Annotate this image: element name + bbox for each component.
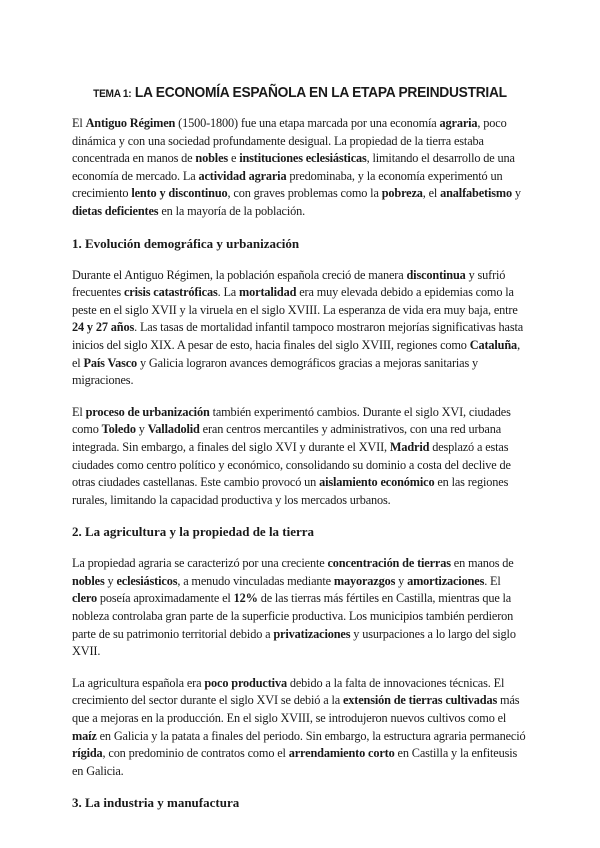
text-run: y — [395, 573, 408, 588]
text-run: en Castilla y la enfiteusis en Galicia. — [72, 746, 518, 778]
bold-term: pobreza — [381, 186, 423, 201]
text-run: desplazó a estas ciudades como centro político y económico, consolidando su dominio a costa del declive de otras ciudades castellanas. Este cambio provocó un — [72, 439, 511, 490]
text-run: y — [104, 573, 117, 588]
bold-term: Cataluña — [469, 337, 518, 352]
body-paragraph — [72, 267, 528, 390]
bold-term: 12% — [233, 591, 258, 606]
bold-term: discontinua — [406, 267, 466, 282]
bold-term: privatizaciones — [273, 626, 351, 641]
text-run: La propiedad agraria se caracterizó por una creciente — [72, 556, 328, 571]
bold-term: poco productiva — [204, 675, 287, 690]
bold-term: mortalidad — [239, 285, 297, 300]
text-run: y sufrió frecuentes — [72, 267, 506, 300]
bold-term: instituciones eclesiásticas — [239, 151, 367, 166]
bold-term: extensión de tierras cultivadas — [342, 693, 498, 708]
text-run: era muy elevada debido a epidemias como la peste en el siglo XVII y la viruela en el siglo XVIII. La esperanza de vida era muy baja, entre — [72, 285, 518, 317]
bold-term: agraria — [439, 116, 478, 130]
text-run: , el — [422, 186, 441, 201]
text-run: en Galicia y la patata a finales del periodo. Sin embargo, la estructura agraria permaneció — [96, 728, 526, 743]
document-title — [90, 84, 510, 101]
text-run: , limitando el desarrollo de una economía de mercado. La — [72, 151, 515, 183]
text-run: El — [72, 404, 86, 419]
text-run: , poco dinámica y con una sociedad profundamente desigual. La propiedad de la tierra estaba concentrada en manos de — [72, 116, 507, 166]
text-run: predominaba, y la economía experimentó un crecimiento — [72, 168, 503, 201]
bold-term: aislamiento económico — [319, 475, 435, 490]
bold-term: eclesiásticos — [116, 573, 178, 588]
text-run: Durante el Antiguo Régimen, la población española creció de manera — [72, 267, 407, 282]
bold-term: dietas deficientes — [72, 203, 159, 218]
bold-term: Toledo — [101, 422, 136, 437]
text-run: y — [511, 186, 521, 201]
bold-term: nobles — [195, 151, 229, 166]
text-run: , a menudo vinculadas mediante — [177, 573, 334, 588]
text-run: más que a mejoras en la producción. En el siglo XVIII, se introdujeron nuevos cultivos como el — [72, 693, 520, 726]
text-run: poseía aproximadamente el — [96, 591, 234, 606]
text-run: (1500-1800) fue una etapa marcada por una economía — [175, 116, 440, 130]
text-run: . La — [217, 285, 240, 300]
text-run: de las tierras más fértiles en Castilla, mientras que la nobleza controlaba gran parte de la superficie productiva. Los municipios también perdieron parte de su patrimonio territorial debido a — [72, 591, 514, 641]
text-run: eran centros mercantiles y administrativos, con una red urbana integrada. Sin embargo, a finales del siglo XVI y durante el XVII, — [72, 422, 502, 454]
bold-term: crisis catastróficas — [123, 285, 218, 300]
body-paragraph — [72, 115, 528, 221]
text-run: , con predominio de contratos como el — [102, 746, 289, 761]
text-run: , el — [72, 337, 520, 370]
bold-term: Madrid — [389, 439, 430, 454]
text-run: e — [228, 151, 240, 166]
bold-term: nobles — [72, 573, 105, 588]
text-run: en la mayoría de la población. — [158, 203, 306, 218]
text-run: debido a la falta de innovaciones técnicas. El crecimiento del sector durante el siglo XVI se debió a la — [72, 675, 505, 708]
document-body — [72, 84, 528, 826]
bold-term: clero — [72, 591, 97, 606]
bold-term: País Vasco — [83, 355, 138, 370]
bold-term: arrendamiento corto — [288, 746, 395, 761]
text-run: y Galicia lograron avances demográficos gracias a mejoras sanitarias y migraciones. — [72, 355, 479, 388]
bold-term: lento y discontinuo — [131, 186, 228, 201]
bold-term: maíz — [72, 728, 97, 743]
bold-term: concentración de tierras — [327, 556, 451, 571]
text-run: El — [72, 116, 86, 130]
bold-term: actividad agraria — [198, 168, 287, 183]
text-run: y — [135, 422, 148, 437]
section-heading: 3. La industria y manufactura — [72, 795, 240, 811]
text-run: . El — [484, 573, 501, 588]
text-run: también experimentó cambios. Durante el siglo XVI, ciudades como — [72, 404, 511, 437]
text-run: . Las tasas de mortalidad infantil tampoco mostraron mejorías significativas hasta inicios del siglo XIX. A pesar de esto, hacia finales del siglo XVIII, regiones como — [72, 320, 524, 352]
bold-term: 24 y 27 años — [72, 320, 135, 335]
body-paragraph — [72, 555, 528, 661]
bold-term: mayorazgos — [333, 573, 396, 588]
text-run: La agricultura española era — [72, 675, 205, 690]
bold-term: proceso de urbanización — [85, 404, 210, 419]
text-run: , con graves problemas como la — [227, 186, 382, 201]
bold-term: Valladolid — [147, 422, 200, 437]
bold-term: rígida — [72, 746, 103, 761]
bold-term: Antiguo Régimen — [85, 116, 176, 130]
title-text: LA ECONOMÍA ESPAÑOLA EN LA ETAPA PREINDUSTRIAL — [134, 84, 507, 101]
body-paragraph — [72, 675, 528, 781]
text-run: en manos de — [450, 556, 514, 571]
body-paragraph — [72, 404, 528, 510]
text-run: y usurpaciones a lo largo del siglo XVII. — [72, 626, 516, 659]
section-heading: 1. Evolución demográfica y urbanización — [72, 235, 300, 251]
text-run: en las regiones rurales, limitando la capacidad productiva y los mercados urbanos. — [72, 475, 509, 507]
title-prefix: TEMA 1: — [93, 88, 132, 100]
bold-term: analfabetismo — [440, 186, 512, 201]
section-heading: 2. La agricultura y la propiedad de la tierra — [72, 524, 315, 540]
bold-term: amortizaciones — [407, 573, 485, 588]
